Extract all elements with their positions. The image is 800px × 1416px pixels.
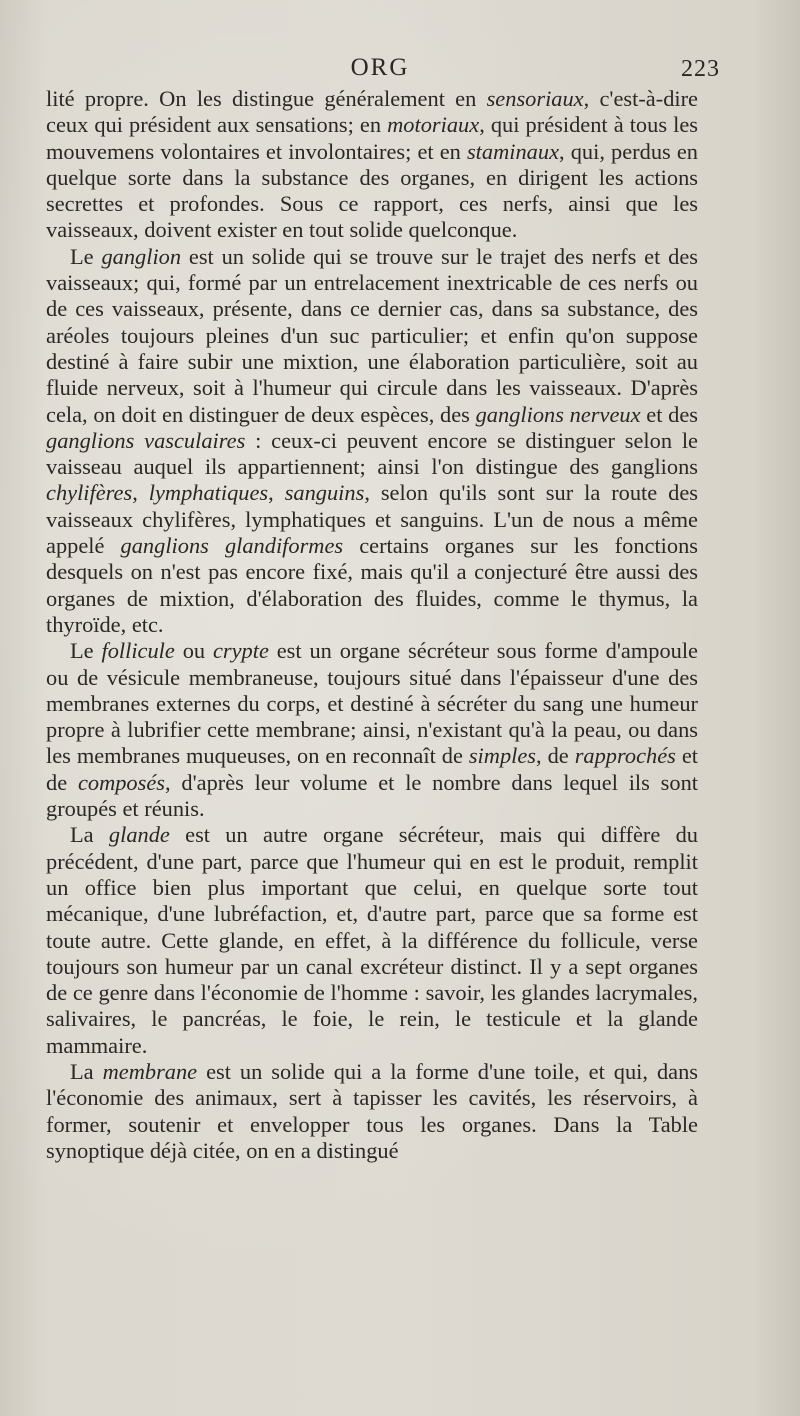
text-run: lité propre. On les distingue généralement en: [46, 86, 487, 111]
body-text: [46, 86, 698, 1164]
italic-term: sensoriaux: [486, 86, 584, 111]
italic-term: staminaux: [466, 138, 560, 164]
running-head: ORG: [350, 54, 410, 81]
text-run: est un solide qui a la forme d'une toile, et qui, dans l'économie des animaux, sert à tapisser les cavités, les réservoirs, à former, soutenir et envelopper tous les organes. Dans la Table synoptique déjà citée, on en a distingué: [46, 1058, 699, 1163]
text-run: : ceux-ci peuvent encore se distinguer selon le vaisseau auquel ils appartiennent; ainsi l'on distingue des ganglions: [46, 427, 698, 480]
text-run: est un organe sécréteur sous forme d'ampoule ou de vésicule membraneuse, toujours situé dans l'épaisseur d'une des membranes externes du corps, et destiné à sécréter du sang une humeur propre à lubrifier cette membrane; ainsi, n'existant qu'à la peau, ou dans les membranes muqueuses, on en reconnaît de: [46, 638, 698, 769]
text-run: , c'est-à-dire ceux qui président aux sensations; en: [46, 86, 698, 138]
paragraph: [46, 86, 698, 244]
italic-term: sanguins: [284, 480, 365, 506]
italic-term: composés: [77, 769, 165, 795]
italic-term: lymphatiques: [148, 480, 269, 506]
paragraph: [46, 1059, 698, 1164]
italic-term: ganglions nerveux: [475, 401, 641, 427]
text-run: certains organes sur les fonctions desquels on n'est pas encore fixé, mais qu'il a conjecturé être aussi des organes de mixtion, d'élaboration des fluides, comme le thymus, la thyroïde, etc.: [46, 533, 698, 637]
text-run: La: [70, 1058, 103, 1084]
text-run: Le: [70, 638, 102, 664]
italic-term: chylifères: [46, 480, 133, 506]
page-header: [40, 54, 720, 90]
text-run: , selon qu'ils sont sur la route des vaisseaux chylifères, lymphatiques et sanguins. L'un de nous a même appelé: [46, 480, 698, 559]
italic-term: motoriaux: [387, 112, 480, 138]
text-run: et des: [640, 401, 699, 427]
text-run: et de: [46, 743, 698, 795]
text-run: est un autre organe sécréteur, mais qui diffère du précédent, d'une part, parce que l'humeur qui en est le produit, remplit un office bien plus important que celui, en quelque sorte tout mécanique, d'une lubréfaction, et, d'autre part, parce que sa forme est toute autre. Cette glande, en effet, à la différence du follicule, verse toujours son humeur par un canal excréteur distinct. Il y a sept organes de ce genre dans l'économie de l'homme : savoir, les glandes lacrymales, salivaires, le pancréas, le foie, le rein, le testicule et la glande mammaire.: [46, 822, 698, 1058]
paragraph: [46, 822, 698, 1059]
italic-term: ganglions glandiformes: [120, 533, 344, 559]
text-run: , qui président à tous les mouvemens volontaires et involontaires; et en: [46, 112, 698, 164]
text-run: est un solide qui se trouve sur le trajet des nerfs et des vaisseaux; qui, formé par un entrelacement inextricable de ces nerfs ou de ces vaisseaux, présente, dans ce dernier cas, dans sa substance, des aréoles toujours pleines d'un suc particulier; et enfin qu'on suppose destiné à faire subir une mixtion, une élaboration particulière, soit au fluide nerveux, soit à l'humeur qui circule dans les vaisseaux. D'après cela, on doit en distinguer de deux espèces, des: [46, 243, 698, 427]
paragraph: [46, 244, 698, 638]
text-run: ou: [174, 638, 213, 664]
text-run: , de: [536, 743, 575, 769]
italic-term: glande: [108, 822, 170, 848]
paragraph: [46, 638, 698, 822]
text-run: , d'après leur volume et le nombre dans lequel ils sont groupés et réunis.: [46, 769, 698, 822]
text-run: Le: [70, 243, 102, 269]
text-run: , qui, perdus en quelque sorte dans la substance des organes, en dirigent les actions secrettes et profondes. Sous ce rapport, ces nerfs, ainsi que les vaisseaux, doivent exister en tout solide quelconque.: [46, 138, 698, 243]
italic-term: rapprochés: [574, 743, 676, 769]
text-run: ,: [268, 480, 285, 506]
italic-term: ganglions vasculaires: [46, 427, 246, 453]
italic-term: crypte: [212, 638, 269, 664]
italic-term: simples: [468, 743, 537, 769]
italic-term: follicule: [101, 638, 175, 664]
italic-term: ganglion: [101, 243, 182, 269]
page-number: 223: [681, 56, 720, 82]
text-run: ,: [132, 480, 149, 506]
text-run: La: [70, 822, 109, 848]
italic-term: membrane: [102, 1058, 198, 1084]
